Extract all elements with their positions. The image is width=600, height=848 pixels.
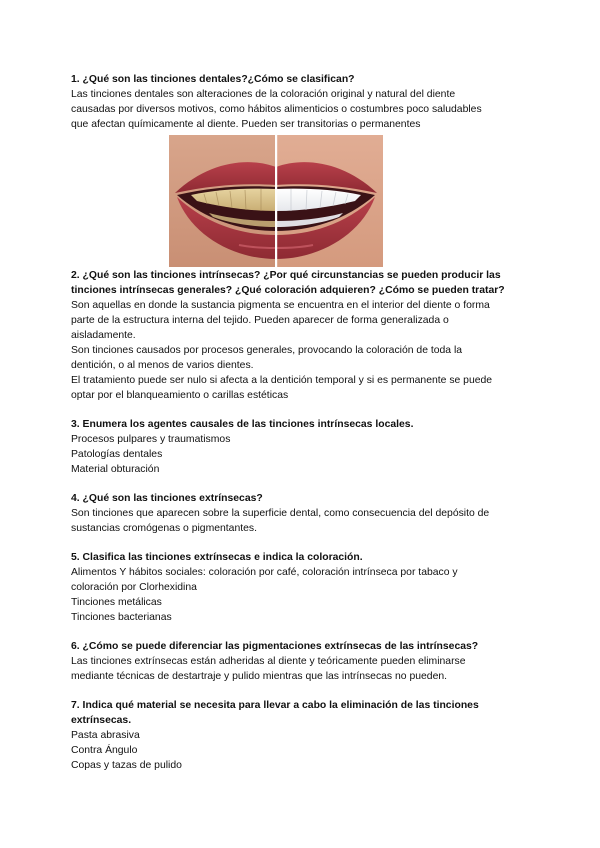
answer-7-line-3: Copas y tazas de pulido <box>71 760 182 771</box>
answer-1-line-2: causadas por diversos motivos, como hábitos alimenticios o costumbres poco saludables <box>71 104 482 115</box>
section-gap <box>71 684 533 698</box>
answer-6-line-2: mediante técnicas de destartraje y pulido mientras que las intrínsecas no pueden. <box>71 671 448 682</box>
answer-3-line-3: Material obturación <box>71 464 160 475</box>
answer-2-line-2: parte de la estructura interna del tejido. Pueden aparecer de forma generalizada o <box>71 315 449 326</box>
question-6: 6. ¿Cómo se puede diferenciar las pigmentaciones extrínsecas de las intrínsecas? <box>71 641 479 652</box>
answer-2-line-7: optar por el blanqueamiento o carillas estéticas <box>71 390 289 401</box>
answer-7-line-2: Contra Ángulo <box>71 745 138 756</box>
answer-7-line-1: Pasta abrasiva <box>71 730 140 741</box>
answer-4-line-1: Son tinciones que aparecen sobre la superficie dental, como consecuencia del depósito de <box>71 508 490 519</box>
photo-container <box>71 132 533 268</box>
section-gap <box>71 477 533 491</box>
answer-3-line-2: Patologías dentales <box>71 449 163 460</box>
section-gap <box>71 536 533 550</box>
question-3: 3. Enumera los agentes causales de las tinciones intrínsecas locales. <box>71 419 414 430</box>
section-gap <box>71 403 533 417</box>
teeth-whitening-photo <box>169 135 383 267</box>
answer-2-line-6: El tratamiento puede ser nulo si afecta a la dentición temporal y si es permanente se puede <box>71 375 493 386</box>
answer-5-line-3: Tinciones metálicas <box>71 597 162 608</box>
question-2: 2. ¿Qué son las tinciones intrínsecas? ¿Por qué circunstancias se pueden producir las tinciones intrínsecas generales? ¿Qué coloración adquieren? ¿Cómo se pueden tratar? <box>71 270 505 296</box>
answer-5-line-2: coloración por Clorhexidina <box>71 582 197 593</box>
answer-2-line-1: Son aquellas en donde la sustancia pigmenta se encuentra en el interior del diente o forma <box>71 300 490 311</box>
question-1: 1. ¿Qué son las tinciones dentales?¿Cómo se clasifican? <box>71 74 355 85</box>
answer-1-line-3: que afectan químicamente al diente. Pueden ser transitorias o permanentes <box>71 119 421 130</box>
answer-2-line-3: aisladamente. <box>71 330 136 341</box>
answer-2-line-4: Son tinciones causados por procesos generales, provocando la coloración de toda la <box>71 345 463 356</box>
document-content <box>71 72 533 773</box>
answer-6-line-1: Las tinciones extrínsecas están adheridas al diente y teóricamente pueden eliminarse <box>71 656 466 667</box>
smile-before-after-image <box>169 135 383 267</box>
answer-5-line-4: Tinciones bacterianas <box>71 612 172 623</box>
answer-3-line-1: Procesos pulpares y traumatismos <box>71 434 231 445</box>
question-7: 7. Indica qué material se necesita para llevar a cabo la eliminación de las tinciones extrínsecas. <box>71 700 479 726</box>
answer-2-line-5: dentición, o al menos de varios dientes. <box>71 360 254 371</box>
answer-5-line-1: Alimentos Y hábitos sociales: coloración por café, coloración intrínseca por tabaco y <box>71 567 458 578</box>
question-4: 4. ¿Qué son las tinciones extrínsecas? <box>71 493 263 504</box>
section-gap <box>71 625 533 639</box>
answer-4-line-2: sustancias cromógenas o pigmentantes. <box>71 523 257 534</box>
answer-1-line-1: Las tinciones dentales son alteraciones de la coloración original y natural del diente <box>71 89 456 100</box>
question-5: 5. Clasifica las tinciones extrínsecas e indica la coloración. <box>71 552 363 563</box>
